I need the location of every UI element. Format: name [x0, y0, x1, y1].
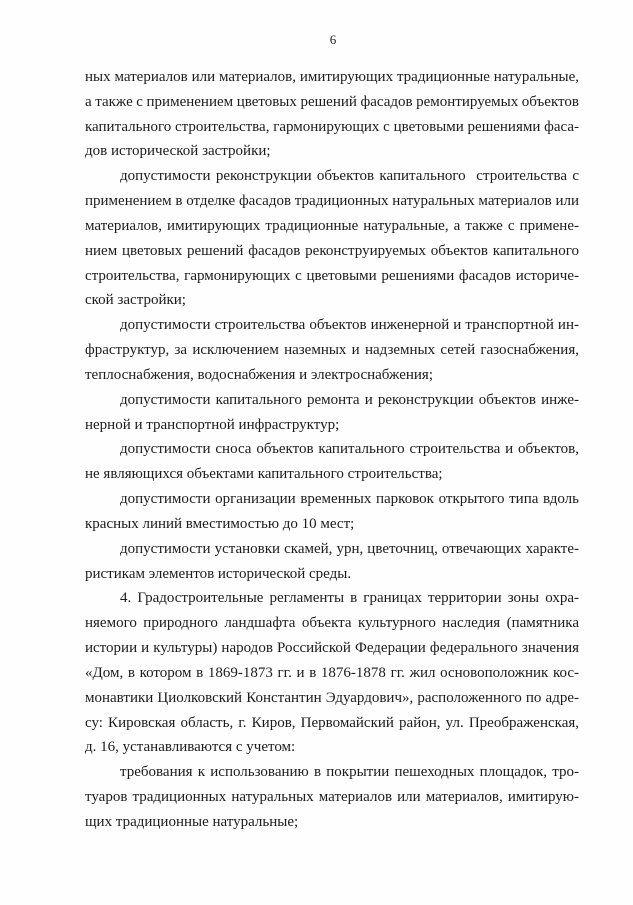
text-line-content: «Дом, в котором в 1869-1873 гг. и в 1876-1878 гг. жил основоположник кос-	[85, 664, 579, 681]
text-line	[85, 735, 579, 760]
text-line-content: допустимости капитального ремонта и реконструкции объектов инже-	[120, 391, 579, 408]
paragraph	[85, 313, 579, 387]
text-line-content: а также с применением цветовых решений фасадов ремонтируемых объектов	[85, 93, 579, 110]
text-line	[85, 239, 579, 264]
text-line-content: ристикам элементов исторической среды.	[85, 565, 352, 582]
text-line-content: ской застройки;	[85, 292, 186, 309]
text-line	[85, 264, 579, 289]
text-line	[85, 338, 579, 363]
text-line-content: нерной и транспортной инфраструктур;	[85, 416, 340, 433]
text-line	[85, 363, 579, 388]
text-line-content: допустимости организации временных парковок открытого типа вдоль	[120, 491, 579, 508]
text-line	[85, 810, 579, 835]
text-line	[85, 661, 579, 686]
text-line-content: красных линий вместимостью до 10 мест;	[85, 515, 355, 532]
text-line-content: су: Кировская область, г. Киров, Первомайский район, ул. Преображенская,	[85, 714, 579, 731]
text-line	[85, 164, 579, 189]
text-line-content: допустимости реконструкции объектов капитального строительства с	[120, 168, 579, 185]
text-line	[85, 636, 579, 661]
text-line	[85, 189, 579, 214]
text-line	[85, 785, 579, 810]
text-line	[85, 586, 579, 611]
text-line-content: капитального строительства, гармонирующих с цветовыми решениями фаса-	[85, 118, 579, 135]
body-text	[85, 65, 579, 835]
text-line	[85, 313, 579, 338]
text-line-content: фраструктур, за исключением наземных и надземных сетей газоснабжения,	[85, 342, 579, 359]
text-line	[85, 115, 579, 140]
text-line-content: нием цветовых решений фасадов реконструируемых объектов капитального	[85, 242, 579, 259]
text-line	[85, 686, 579, 711]
paragraph	[85, 760, 579, 834]
text-line-content: применением в отделке фасадов традиционных натуральных материалов или	[85, 193, 579, 210]
text-line	[85, 760, 579, 785]
text-line	[85, 537, 579, 562]
text-line	[85, 288, 579, 313]
text-line-content: не являющихся объектами капитального строительства;	[85, 466, 443, 483]
text-line-content: 4. Градостроительные регламенты в границах территории зоны охра-	[120, 590, 579, 607]
text-line	[85, 512, 579, 537]
paragraph	[85, 65, 579, 164]
text-line-content: требования к использованию в покрытии пешеходных площадок, тро-	[120, 764, 579, 781]
text-line	[85, 611, 579, 636]
text-line	[85, 388, 579, 413]
text-line	[85, 214, 579, 239]
text-line	[85, 413, 579, 438]
text-line	[85, 90, 579, 115]
text-line-content: строительства, гармонирующих с цветовыми решениями фасадов историче-	[85, 267, 579, 284]
paragraph	[85, 164, 579, 313]
text-line-content: няемого природного ландшафта объекта культурного наследия (памятника	[85, 615, 579, 632]
text-line-content: допустимости установки скамей, урн, цветочниц, отвечающих характе-	[120, 540, 579, 557]
paragraph	[85, 437, 579, 487]
page-number: 6	[329, 32, 337, 47]
text-line-content: ных материалов или материалов, имитирующих традиционные натуральные,	[85, 69, 579, 85]
text-line	[85, 65, 579, 90]
text-line-content: туаров традиционных натуральных материалов или материалов, имитирую-	[85, 789, 579, 806]
text-line-content: истории и культуры) народов Российской Федерации федерального значения	[85, 640, 579, 657]
text-line	[85, 487, 579, 512]
text-line-content: материалов, имитирующих традиционные натуральные, а также с примене-	[85, 217, 579, 234]
text-line-content: допустимости строительства объектов инженерной и транспортной ин-	[120, 317, 579, 334]
paragraph	[85, 487, 579, 537]
text-line-content: дов исторической застройки;	[85, 143, 271, 160]
text-line-content: д. 16, устанавливаются с учетом:	[85, 739, 296, 756]
text-line-content: теплоснабжения, водоснабжения и электроснабжения;	[85, 366, 433, 383]
text-line	[85, 462, 579, 487]
paragraph	[85, 388, 579, 438]
text-line-content: допустимости сноса объектов капитального строительства и объектов,	[120, 441, 579, 458]
paragraph	[85, 537, 579, 587]
paragraph	[85, 586, 579, 760]
text-line	[85, 711, 579, 736]
text-line-content: щих традиционные натуральные;	[85, 813, 299, 830]
text-line	[85, 562, 579, 587]
text-line-content: монавтики Циолковский Константин Эдуардович», расположенного по адре-	[85, 689, 579, 706]
text-line	[85, 139, 579, 164]
text-line	[85, 437, 579, 462]
